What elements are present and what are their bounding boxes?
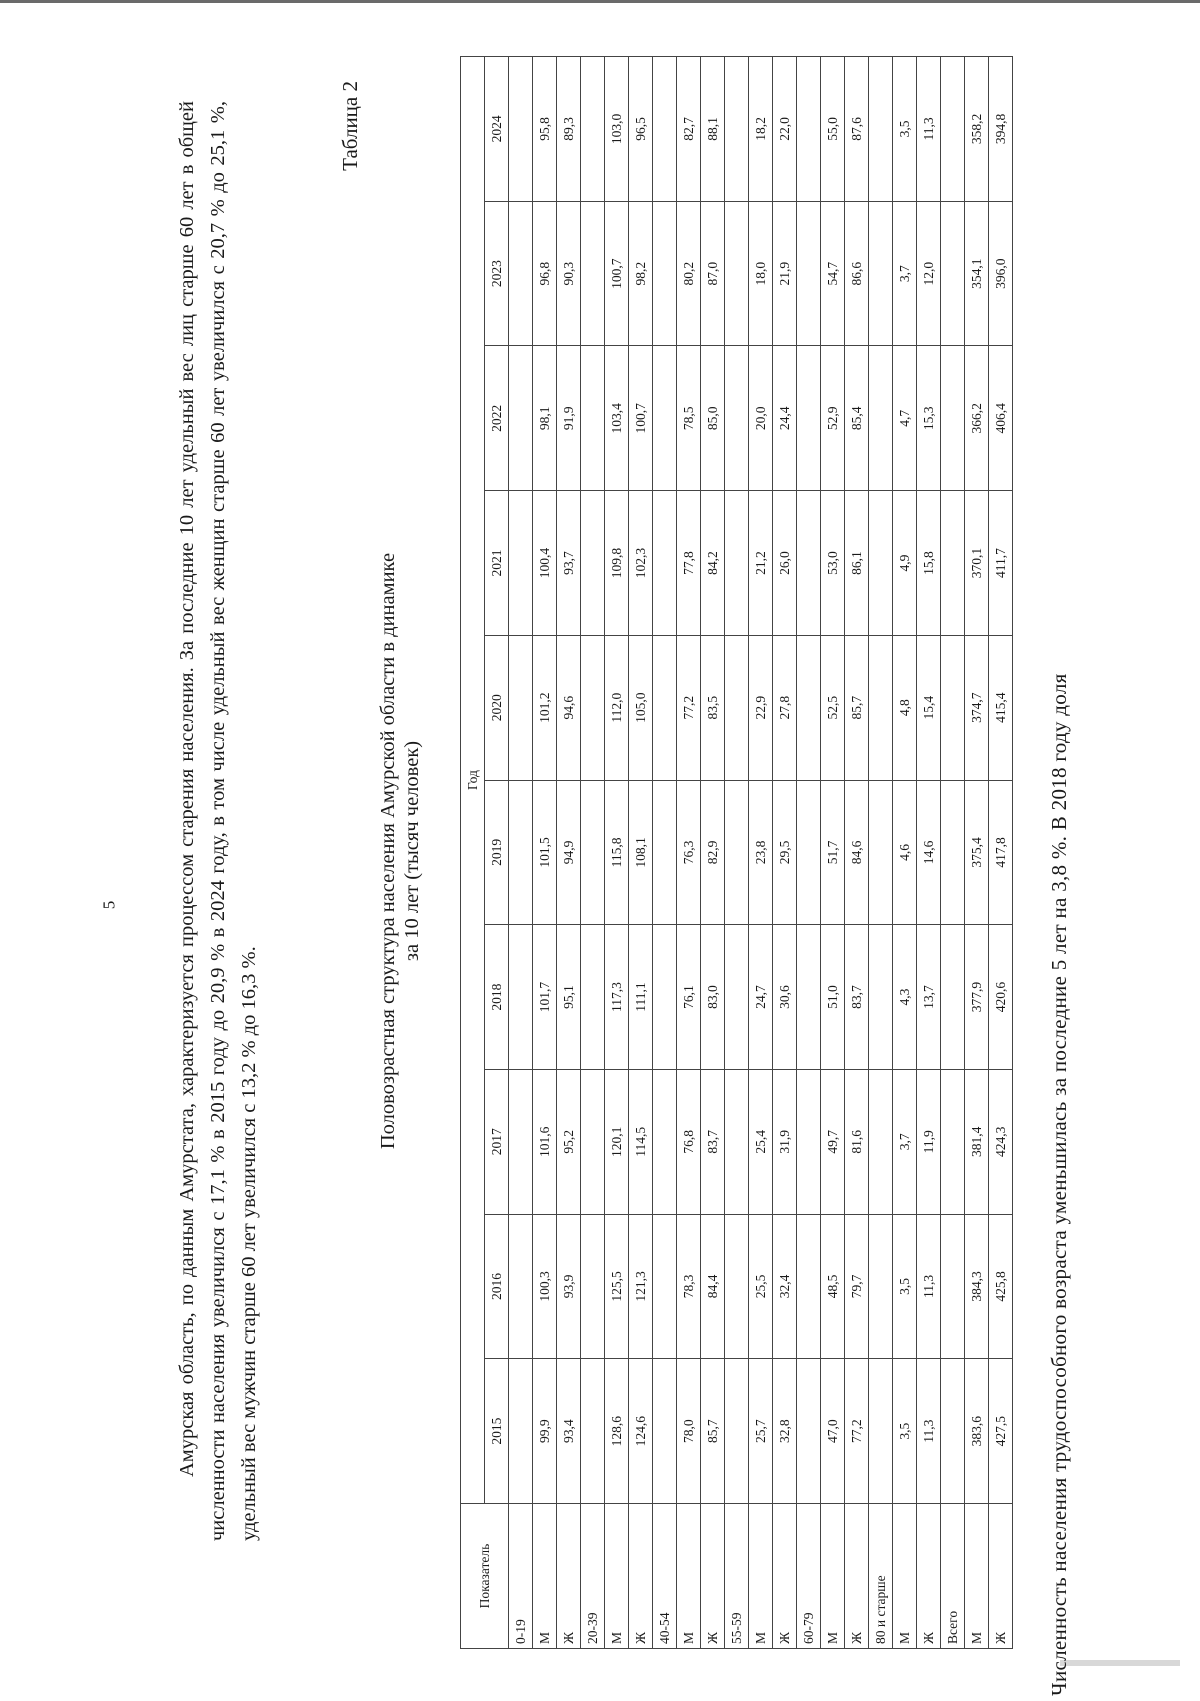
value-cell: 85,0 <box>701 346 725 491</box>
value-cell: 53,0 <box>821 491 845 636</box>
table-row <box>629 57 653 1649</box>
value-cell: 3,5 <box>893 57 917 202</box>
sex-label: М <box>821 1504 845 1649</box>
table-row <box>893 57 917 1649</box>
value-cell: 108,1 <box>629 780 653 925</box>
table-title-line-1: Половозрастная структура населения Амурской области в динамике <box>377 552 399 1150</box>
value-cell: 370,1 <box>965 491 989 636</box>
value-cell: 85,7 <box>701 1359 725 1504</box>
year-header-cell: 2023 <box>485 201 509 346</box>
empty-cell <box>869 780 893 925</box>
value-cell: 111,1 <box>629 925 653 1070</box>
empty-cell <box>509 635 533 780</box>
value-cell: 84,2 <box>701 491 725 636</box>
value-cell: 411,7 <box>989 491 1013 636</box>
value-cell: 14,6 <box>917 780 941 925</box>
value-cell: 103,4 <box>605 346 629 491</box>
table-row <box>557 57 581 1649</box>
table-row <box>773 57 797 1649</box>
year-header-cell: 2015 <box>485 1359 509 1504</box>
empty-cell <box>869 57 893 202</box>
group-row <box>869 57 893 1649</box>
value-cell: 4,3 <box>893 925 917 1070</box>
value-cell: 366,2 <box>965 346 989 491</box>
empty-cell <box>653 491 677 636</box>
empty-cell <box>509 925 533 1070</box>
value-cell: 98,1 <box>533 346 557 491</box>
value-cell: 95,2 <box>557 1069 581 1214</box>
value-cell: 11,9 <box>917 1069 941 1214</box>
value-cell: 83,0 <box>701 925 725 1070</box>
value-cell: 354,1 <box>965 201 989 346</box>
year-header-cell: 2018 <box>485 925 509 1070</box>
value-cell: 80,2 <box>677 201 701 346</box>
empty-cell <box>941 1359 965 1504</box>
value-cell: 21,2 <box>749 491 773 636</box>
value-cell: 13,7 <box>917 925 941 1070</box>
sex-label: Ж <box>701 1504 725 1649</box>
sex-label: М <box>965 1504 989 1649</box>
table-row <box>821 57 845 1649</box>
empty-cell <box>941 925 965 1070</box>
empty-cell <box>941 201 965 346</box>
sex-label: М <box>677 1504 701 1649</box>
empty-cell <box>653 1214 677 1359</box>
value-cell: 47,0 <box>821 1359 845 1504</box>
value-cell: 77,8 <box>677 491 701 636</box>
year-header-cell: 2017 <box>485 1069 509 1214</box>
value-cell: 83,5 <box>701 635 725 780</box>
bottom-text-line: Численность населения трудоспособного возраста уменьшилась за последние 5 лет на 3,8 %. В 2018 году доля <box>1047 673 1071 1696</box>
table-row <box>965 57 989 1649</box>
empty-cell <box>941 635 965 780</box>
value-cell: 420,6 <box>989 925 1013 1070</box>
value-cell: 77,2 <box>677 635 701 780</box>
value-cell: 103,0 <box>605 57 629 202</box>
empty-cell <box>509 346 533 491</box>
value-cell: 383,6 <box>965 1359 989 1504</box>
value-cell: 358,2 <box>965 57 989 202</box>
value-cell: 384,3 <box>965 1214 989 1359</box>
empty-cell <box>581 1359 605 1504</box>
group-row <box>509 57 533 1649</box>
empty-cell <box>869 1359 893 1504</box>
empty-cell <box>797 491 821 636</box>
year-group-header: Год <box>461 57 485 1504</box>
empty-cell <box>653 635 677 780</box>
empty-cell <box>941 780 965 925</box>
value-cell: 79,7 <box>845 1214 869 1359</box>
value-cell: 375,4 <box>965 780 989 925</box>
value-cell: 377,9 <box>965 925 989 1070</box>
age-group-label: 60-79 <box>797 1504 821 1649</box>
value-cell: 94,6 <box>557 635 581 780</box>
empty-cell <box>869 925 893 1070</box>
empty-cell <box>509 780 533 925</box>
value-cell: 25,4 <box>749 1069 773 1214</box>
empty-cell <box>869 201 893 346</box>
value-cell: 21,9 <box>773 201 797 346</box>
value-cell: 89,3 <box>557 57 581 202</box>
year-header-cell: 2024 <box>485 57 509 202</box>
value-cell: 51,0 <box>821 925 845 1070</box>
value-cell: 32,8 <box>773 1359 797 1504</box>
empty-cell <box>797 57 821 202</box>
empty-cell <box>725 491 749 636</box>
value-cell: 100,3 <box>533 1214 557 1359</box>
sex-label: Ж <box>845 1504 869 1649</box>
table-row <box>533 57 557 1649</box>
empty-cell <box>725 925 749 1070</box>
empty-cell <box>869 1069 893 1214</box>
value-cell: 88,1 <box>701 57 725 202</box>
value-cell: 114,5 <box>629 1069 653 1214</box>
value-cell: 23,8 <box>749 780 773 925</box>
sex-label: М <box>893 1504 917 1649</box>
value-cell: 76,1 <box>677 925 701 1070</box>
empty-cell <box>797 1069 821 1214</box>
empty-cell <box>941 346 965 491</box>
sex-label: Ж <box>629 1504 653 1649</box>
value-cell: 94,9 <box>557 780 581 925</box>
empty-cell <box>725 1214 749 1359</box>
value-cell: 115,8 <box>605 780 629 925</box>
value-cell: 4,6 <box>893 780 917 925</box>
value-cell: 101,6 <box>533 1069 557 1214</box>
value-cell: 101,2 <box>533 635 557 780</box>
empty-cell <box>581 201 605 346</box>
value-cell: 85,7 <box>845 635 869 780</box>
value-cell: 78,0 <box>677 1359 701 1504</box>
value-cell: 424,3 <box>989 1069 1013 1214</box>
value-cell: 83,7 <box>845 925 869 1070</box>
group-row <box>797 57 821 1649</box>
year-header-cell: 2022 <box>485 346 509 491</box>
value-cell: 417,8 <box>989 780 1013 925</box>
empty-cell <box>653 346 677 491</box>
value-cell: 3,5 <box>893 1359 917 1504</box>
value-cell: 128,6 <box>605 1359 629 1504</box>
value-cell: 121,3 <box>629 1214 653 1359</box>
value-cell: 81,6 <box>845 1069 869 1214</box>
value-cell: 55,0 <box>821 57 845 202</box>
value-cell: 109,8 <box>605 491 629 636</box>
value-cell: 15,3 <box>917 346 941 491</box>
age-group-label: 80 и старше <box>869 1504 893 1649</box>
empty-cell <box>941 491 965 636</box>
value-cell: 77,2 <box>845 1359 869 1504</box>
value-cell: 91,9 <box>557 346 581 491</box>
value-cell: 83,7 <box>701 1069 725 1214</box>
value-cell: 93,7 <box>557 491 581 636</box>
value-cell: 12,0 <box>917 201 941 346</box>
value-cell: 27,8 <box>773 635 797 780</box>
empty-cell <box>581 346 605 491</box>
value-cell: 25,7 <box>749 1359 773 1504</box>
value-cell: 105,0 <box>629 635 653 780</box>
value-cell: 3,5 <box>893 1214 917 1359</box>
value-cell: 93,4 <box>557 1359 581 1504</box>
table-row <box>677 57 701 1649</box>
empty-cell <box>581 780 605 925</box>
table-row <box>845 57 869 1649</box>
value-cell: 4,9 <box>893 491 917 636</box>
age-group-label: Всего <box>941 1504 965 1649</box>
sex-label: М <box>605 1504 629 1649</box>
value-cell: 120,1 <box>605 1069 629 1214</box>
empty-cell <box>581 1069 605 1214</box>
value-cell: 124,6 <box>629 1359 653 1504</box>
value-cell: 100,4 <box>533 491 557 636</box>
value-cell: 52,9 <box>821 346 845 491</box>
year-header-cell: 2016 <box>485 1214 509 1359</box>
years-row <box>485 57 509 1649</box>
value-cell: 82,9 <box>701 780 725 925</box>
intro-paragraph: Амурская область, по данным Амурстата, характеризуется процессом старения населения. За последние 10 лет удельный вес лиц старше 60 лет в общей численности населения увеличился с 17,1 % в 2015 году до 20,9 % в 2024 году, в том числе удельный вес женщин старше 60 лет увеличился с 20,7 % до 25,1 %, удельный вес мужчин старше 60 лет увеличился с 13,2 % до 16,3 %. <box>176 101 260 1541</box>
empty-cell <box>509 57 533 202</box>
value-cell: 20,0 <box>749 346 773 491</box>
empty-cell <box>869 346 893 491</box>
empty-cell <box>509 1069 533 1214</box>
empty-cell <box>725 1069 749 1214</box>
value-cell: 32,4 <box>773 1214 797 1359</box>
empty-cell <box>653 780 677 925</box>
value-cell: 4,8 <box>893 635 917 780</box>
value-cell: 100,7 <box>605 201 629 346</box>
empty-cell <box>725 1359 749 1504</box>
value-cell: 425,8 <box>989 1214 1013 1359</box>
value-cell: 18,0 <box>749 201 773 346</box>
sex-label: Ж <box>773 1504 797 1649</box>
page-number: 5 <box>99 900 119 910</box>
table-title <box>376 401 424 1301</box>
value-cell: 427,5 <box>989 1359 1013 1504</box>
value-cell: 117,3 <box>605 925 629 1070</box>
value-cell: 99,9 <box>533 1359 557 1504</box>
value-cell: 29,5 <box>773 780 797 925</box>
table-caption: Таблица 2 <box>338 81 362 171</box>
value-cell: 374,7 <box>965 635 989 780</box>
value-cell: 102,3 <box>629 491 653 636</box>
group-row <box>653 57 677 1649</box>
sex-label: М <box>533 1504 557 1649</box>
value-cell: 101,5 <box>533 780 557 925</box>
value-cell: 78,5 <box>677 346 701 491</box>
table-row <box>605 57 629 1649</box>
empty-cell <box>941 1214 965 1359</box>
empty-cell <box>797 346 821 491</box>
year-header-cell: 2020 <box>485 635 509 780</box>
value-cell: 95,8 <box>533 57 557 202</box>
empty-cell <box>653 201 677 346</box>
table-row <box>701 57 725 1649</box>
year-header-cell: 2021 <box>485 491 509 636</box>
population-table <box>460 56 1013 1649</box>
empty-cell <box>869 1214 893 1359</box>
empty-cell <box>797 780 821 925</box>
value-cell: 396,0 <box>989 201 1013 346</box>
empty-cell <box>509 1359 533 1504</box>
value-cell: 24,4 <box>773 346 797 491</box>
empty-cell <box>509 491 533 636</box>
value-cell: 3,7 <box>893 201 917 346</box>
empty-cell <box>653 925 677 1070</box>
empty-cell <box>725 780 749 925</box>
value-cell: 101,7 <box>533 925 557 1070</box>
value-cell: 51,7 <box>821 780 845 925</box>
empty-cell <box>797 1359 821 1504</box>
empty-cell <box>797 635 821 780</box>
value-cell: 25,5 <box>749 1214 773 1359</box>
value-cell: 3,7 <box>893 1069 917 1214</box>
value-cell: 415,4 <box>989 635 1013 780</box>
empty-cell <box>797 201 821 346</box>
value-cell: 96,5 <box>629 57 653 202</box>
value-cell: 4,7 <box>893 346 917 491</box>
age-group-label: 0-19 <box>509 1504 533 1649</box>
value-cell: 15,4 <box>917 635 941 780</box>
value-cell: 22,0 <box>773 57 797 202</box>
empty-cell <box>581 1214 605 1359</box>
table-row <box>917 57 941 1649</box>
sex-label: Ж <box>917 1504 941 1649</box>
value-cell: 406,4 <box>989 346 1013 491</box>
empty-cell <box>725 635 749 780</box>
empty-cell <box>653 57 677 202</box>
empty-cell <box>797 925 821 1070</box>
table-row <box>989 57 1013 1649</box>
year-header-row <box>461 57 485 1649</box>
empty-cell <box>653 1069 677 1214</box>
empty-cell <box>581 925 605 1070</box>
value-cell: 22,9 <box>749 635 773 780</box>
value-cell: 100,7 <box>629 346 653 491</box>
empty-cell <box>797 1214 821 1359</box>
value-cell: 87,6 <box>845 57 869 202</box>
value-cell: 54,7 <box>821 201 845 346</box>
sex-label: М <box>749 1504 773 1649</box>
age-group-label: 40-54 <box>653 1504 677 1649</box>
empty-cell <box>581 57 605 202</box>
age-group-label: 20-39 <box>581 1504 605 1649</box>
value-cell: 76,8 <box>677 1069 701 1214</box>
empty-cell <box>941 1069 965 1214</box>
sex-label: Ж <box>989 1504 1013 1649</box>
empty-cell <box>509 1214 533 1359</box>
value-cell: 86,6 <box>845 201 869 346</box>
value-cell: 52,5 <box>821 635 845 780</box>
value-cell: 76,3 <box>677 780 701 925</box>
age-group-label: 55-59 <box>725 1504 749 1649</box>
sex-label: Ж <box>557 1504 581 1649</box>
value-cell: 24,7 <box>749 925 773 1070</box>
value-cell: 84,6 <box>845 780 869 925</box>
table-row <box>749 57 773 1649</box>
group-row <box>941 57 965 1649</box>
value-cell: 87,0 <box>701 201 725 346</box>
group-row <box>725 57 749 1649</box>
value-cell: 84,4 <box>701 1214 725 1359</box>
empty-cell <box>581 635 605 780</box>
value-cell: 49,7 <box>821 1069 845 1214</box>
value-cell: 30,6 <box>773 925 797 1070</box>
value-cell: 26,0 <box>773 491 797 636</box>
value-cell: 85,4 <box>845 346 869 491</box>
value-cell: 98,2 <box>629 201 653 346</box>
empty-cell <box>653 1359 677 1504</box>
empty-cell <box>509 201 533 346</box>
table-title-line-2: за 10 лет (тысяч человек) <box>401 740 423 962</box>
value-cell: 11,3 <box>917 1359 941 1504</box>
value-cell: 86,1 <box>845 491 869 636</box>
value-cell: 78,3 <box>677 1214 701 1359</box>
empty-cell <box>725 346 749 491</box>
value-cell: 95,1 <box>557 925 581 1070</box>
empty-cell <box>725 57 749 202</box>
group-row <box>581 57 605 1649</box>
value-cell: 96,8 <box>533 201 557 346</box>
value-cell: 18,2 <box>749 57 773 202</box>
value-cell: 11,3 <box>917 1214 941 1359</box>
value-cell: 48,5 <box>821 1214 845 1359</box>
empty-cell <box>869 491 893 636</box>
table-body <box>509 57 1013 1649</box>
value-cell: 15,8 <box>917 491 941 636</box>
value-cell: 93,9 <box>557 1214 581 1359</box>
year-header-cell: 2019 <box>485 780 509 925</box>
value-cell: 82,7 <box>677 57 701 202</box>
empty-cell <box>941 57 965 202</box>
value-cell: 394,8 <box>989 57 1013 202</box>
value-cell: 11,3 <box>917 57 941 202</box>
value-cell: 125,5 <box>605 1214 629 1359</box>
value-cell: 31,9 <box>773 1069 797 1214</box>
empty-cell <box>725 201 749 346</box>
value-cell: 381,4 <box>965 1069 989 1214</box>
indicator-header: Показатель <box>461 1504 509 1649</box>
empty-cell <box>869 635 893 780</box>
empty-cell <box>581 491 605 636</box>
value-cell: 90,3 <box>557 201 581 346</box>
value-cell: 112,0 <box>605 635 629 780</box>
